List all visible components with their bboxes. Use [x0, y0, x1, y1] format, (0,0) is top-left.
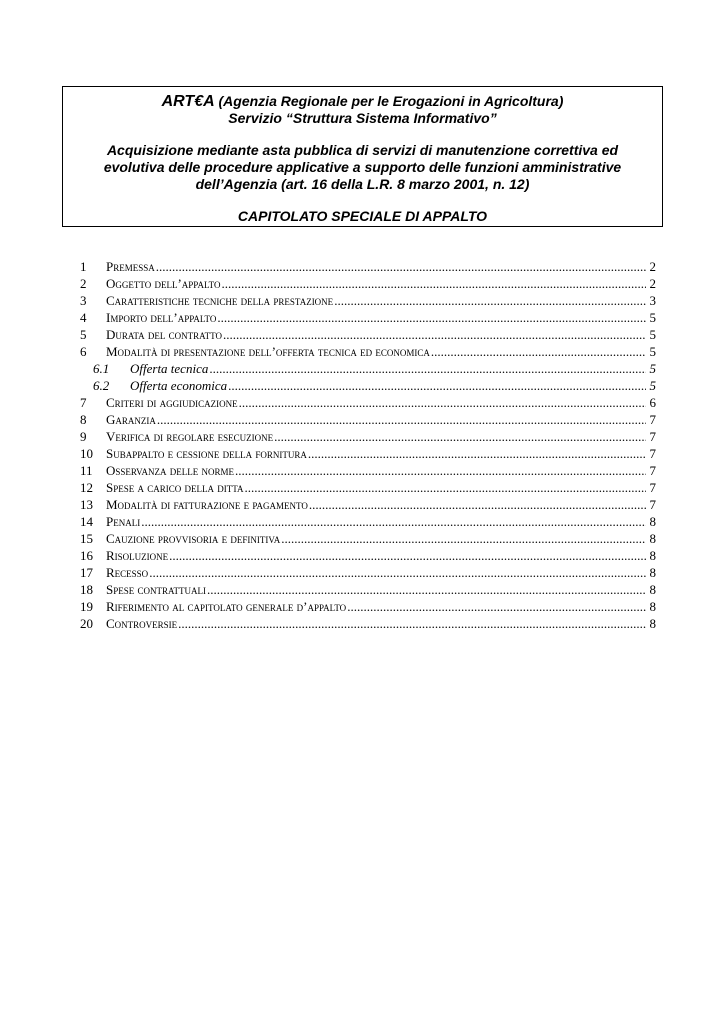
toc-entry[interactable] — [80, 411, 656, 428]
toc-entry-page: 2 — [649, 276, 656, 291]
toc-entry-number: 5 — [80, 327, 87, 342]
toc-entry-number: 15 — [80, 531, 93, 546]
toc-entry[interactable] — [80, 343, 656, 360]
toc-entry-number: 19 — [80, 599, 93, 614]
toc-entry-page: 8 — [649, 599, 656, 614]
toc-entry-page: 8 — [649, 565, 656, 580]
toc-entry-page: 7 — [649, 412, 656, 427]
toc-entry-title — [106, 479, 646, 496]
agency-full-name: (Agenzia Regionale per le Erogazioni in Agricoltura) — [218, 93, 564, 109]
toc-entry-page: 5 — [649, 344, 656, 359]
toc-entry-label: Cauzione provvisoria e definitiva — [106, 531, 281, 546]
toc-entry-title — [106, 462, 646, 479]
toc-entry-number: 18 — [80, 582, 93, 597]
toc-entry-number: 9 — [80, 429, 87, 444]
toc-entry-page: 5 — [649, 310, 656, 325]
toc-entry-page: 5 — [649, 378, 656, 393]
table-of-contents — [80, 258, 656, 632]
toc-entry-label: Osservanza delle norme — [106, 463, 235, 478]
toc-entry-number: 10 — [80, 446, 93, 461]
toc-entry-number: 1 — [80, 259, 87, 274]
toc-entry-label: Penali — [106, 514, 141, 529]
toc-entry-label: Modalità di presentazione dell’offerta tecnica ed economica — [106, 344, 430, 359]
toc-entry-label: Garanzia — [106, 412, 156, 427]
toc-entry-title — [106, 292, 646, 309]
toc-entry[interactable] — [80, 581, 656, 598]
toc-entry-title — [106, 428, 646, 445]
toc-entry-number: 6.2 — [93, 378, 110, 393]
toc-entry[interactable] — [80, 513, 656, 530]
toc-entry[interactable] — [80, 292, 656, 309]
toc-entry-number: 16 — [80, 548, 93, 563]
toc-entry[interactable] — [80, 377, 656, 394]
toc-entry-page: 7 — [649, 446, 656, 461]
toc-entry-number: 12 — [80, 480, 93, 495]
toc-entry[interactable] — [80, 547, 656, 564]
toc-entry[interactable] — [80, 462, 656, 479]
subject-line-3: dell’Agenzia (art. 16 della L.R. 8 marzo 2001, n. 12) — [195, 176, 530, 192]
toc-entry-title — [106, 411, 646, 428]
subject-line-1: Acquisizione mediante asta pubblica di servizi di manutenzione correttiva ed — [106, 142, 619, 158]
toc-entry-title — [106, 258, 646, 275]
toc-entry-number: 14 — [80, 514, 93, 529]
toc-entry-number: 11 — [80, 463, 93, 478]
toc-entry-title — [106, 309, 646, 326]
toc-entry-title — [106, 326, 646, 343]
toc-entry-label: Spese contrattuali — [106, 582, 206, 597]
toc-entry-label: Caratteristiche tecniche della prestazione — [106, 293, 334, 308]
toc-entry-title — [106, 275, 646, 292]
toc-entry[interactable] — [80, 394, 656, 411]
toc-entry[interactable] — [80, 479, 656, 496]
toc-entry[interactable] — [80, 445, 656, 462]
toc-entry[interactable] — [80, 530, 656, 547]
toc-entry-page: 7 — [649, 480, 656, 495]
toc-entry-label: Spese a carico della ditta — [106, 480, 244, 495]
toc-entry-number: 6 — [80, 344, 87, 359]
toc-entry-label: Controversie — [106, 616, 178, 631]
toc-entry-number: 6.1 — [93, 361, 110, 376]
toc-entry-number: 8 — [80, 412, 87, 427]
toc-entry-label: Durata del contratto — [106, 327, 222, 342]
toc-entry[interactable] — [80, 496, 656, 513]
toc-entry-title — [106, 581, 646, 598]
toc-entry-page: 5 — [649, 361, 656, 376]
document-header-box — [62, 86, 663, 227]
toc-entry-label: Modalità di fatturazione e pagamento — [106, 497, 308, 512]
toc-entry-number: 13 — [80, 497, 93, 512]
toc-entry-label: Verifica di regolare esecuzione — [106, 429, 274, 444]
toc-entry-label: Importo dell’appalto — [106, 310, 217, 325]
toc-entry-page: 8 — [649, 514, 656, 529]
toc-entry-page: 6 — [649, 395, 656, 410]
toc-entry[interactable] — [80, 258, 656, 275]
agency-line — [63, 93, 662, 110]
service-name: Servizio “Struttura Sistema Informativo” — [228, 110, 497, 126]
toc-entry-label: Oggetto dell’appalto — [106, 276, 221, 291]
toc-entry-title — [130, 377, 646, 394]
toc-entry-page: 7 — [649, 429, 656, 444]
toc-entry-page: 8 — [649, 531, 656, 546]
toc-entry[interactable] — [80, 309, 656, 326]
toc-entry-label: Riferimento al capitolato generale d’appalto — [106, 599, 347, 614]
toc-entry-number: 7 — [80, 395, 87, 410]
document-title: CAPITOLATO SPECIALE DI APPALTO — [237, 208, 488, 224]
subject-line-2: evolutiva delle procedure applicative a supporto delle funzioni amministrative — [103, 159, 622, 175]
toc-entry-label: Offerta tecnica — [130, 361, 209, 376]
toc-entry-page: 7 — [649, 497, 656, 512]
toc-entry-page: 5 — [649, 327, 656, 342]
toc-entry[interactable] — [80, 275, 656, 292]
toc-entry[interactable] — [80, 360, 656, 377]
toc-entry-label: Recesso — [106, 565, 149, 580]
toc-entry[interactable] — [80, 564, 656, 581]
toc-entry-number: 4 — [80, 310, 87, 325]
toc-entry-title — [106, 547, 646, 564]
toc-entry-page: 8 — [649, 548, 656, 563]
toc-entry-title — [106, 394, 646, 411]
toc-entry-page: 2 — [649, 259, 656, 274]
toc-entry-title — [106, 496, 646, 513]
toc-entry-page: 3 — [649, 293, 656, 308]
toc-entry-title — [106, 530, 646, 547]
toc-entry-title — [106, 445, 646, 462]
toc-entry-title — [106, 343, 646, 360]
toc-entry-page: 8 — [649, 582, 656, 597]
toc-entry-title — [106, 564, 646, 581]
toc-entry-label: Premessa — [106, 259, 155, 274]
toc-entry-label: Risoluzione — [106, 548, 169, 563]
toc-entry-page: 7 — [649, 463, 656, 478]
toc-entry-title — [106, 598, 646, 615]
toc-entry-page: 8 — [649, 616, 656, 631]
toc-entry[interactable] — [80, 326, 656, 343]
toc-entry-label: Criteri di aggiudicazione — [106, 395, 238, 410]
toc-entry-number: 2 — [80, 276, 87, 291]
toc-entry-label: Subappalto e cessione della fornitura — [106, 446, 307, 461]
toc-entry-number: 20 — [80, 616, 93, 631]
toc-entry[interactable] — [80, 615, 656, 632]
toc-entry-title — [106, 513, 646, 530]
toc-entry-title — [130, 360, 646, 377]
toc-entry[interactable] — [80, 598, 656, 615]
toc-entry-number: 17 — [80, 565, 93, 580]
toc-entry-number: 3 — [80, 293, 87, 308]
agency-brand: ART€A — [161, 93, 215, 110]
toc-entry[interactable] — [80, 428, 656, 445]
toc-entry-title — [106, 615, 646, 632]
toc-entry-label: Offerta economica — [130, 378, 228, 393]
